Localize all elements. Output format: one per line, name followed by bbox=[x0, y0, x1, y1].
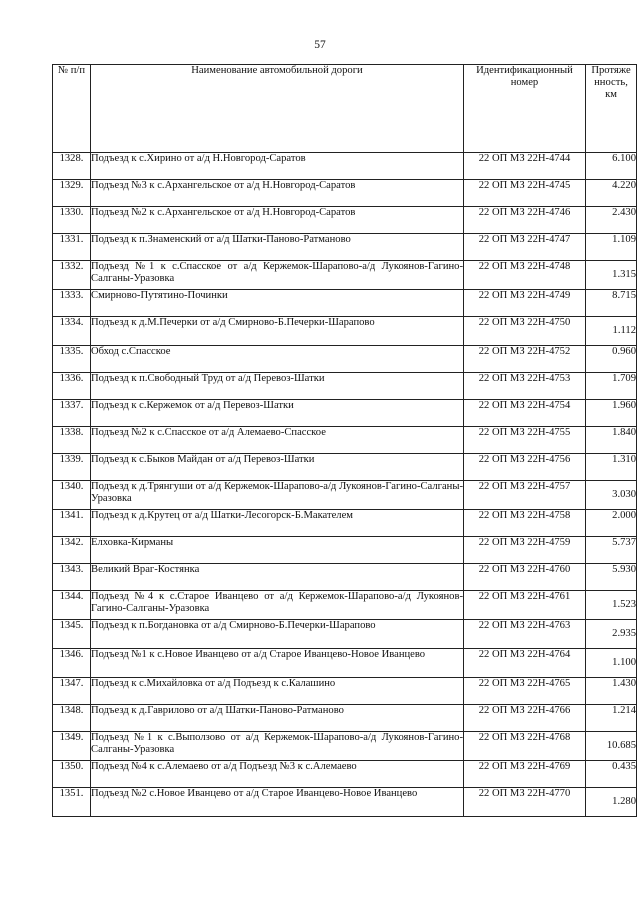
row-number: 1338. bbox=[53, 427, 91, 454]
table-row bbox=[53, 427, 637, 454]
row-number: 1337. bbox=[53, 400, 91, 427]
table-header bbox=[53, 65, 637, 153]
row-number: 1350. bbox=[53, 761, 91, 788]
row-number: 1339. bbox=[53, 454, 91, 481]
road-length: 1.310 bbox=[586, 454, 637, 481]
road-length: 1.960 bbox=[586, 400, 637, 427]
road-name: Подъезд №1 к с.Новое Иванцево от а/д Старое Иванцево-Новое Иванцево bbox=[91, 649, 464, 678]
road-length: 1.840 bbox=[586, 427, 637, 454]
road-id: 22 ОП МЗ 22Н-4746 bbox=[464, 207, 586, 234]
road-length: 6.100 bbox=[586, 153, 637, 180]
row-number: 1330. bbox=[53, 207, 91, 234]
header-road-name: Наименование автомобильной дороги bbox=[91, 65, 464, 153]
header-length: Протяже нность, км bbox=[586, 65, 637, 153]
row-number: 1349. bbox=[53, 732, 91, 761]
road-length: 3.030 bbox=[586, 481, 637, 510]
row-number: 1347. bbox=[53, 678, 91, 705]
road-length: 1.109 bbox=[586, 234, 637, 261]
row-number: 1340. bbox=[53, 481, 91, 510]
road-id: 22 ОП МЗ 22Н-4747 bbox=[464, 234, 586, 261]
road-id: 22 ОП МЗ 22Н-4766 bbox=[464, 705, 586, 732]
road-name: Подъезд к с.Кержемок от а/д Перевоз-Шатки bbox=[91, 400, 464, 427]
header-number: № п/п bbox=[53, 65, 91, 153]
road-length: 1.280 bbox=[586, 788, 637, 817]
road-id: 22 ОП МЗ 22Н-4745 bbox=[464, 180, 586, 207]
row-number: 1331. bbox=[53, 234, 91, 261]
row-number: 1343. bbox=[53, 564, 91, 591]
row-number: 1336. bbox=[53, 373, 91, 400]
road-length: 2.430 bbox=[586, 207, 637, 234]
table-row bbox=[53, 678, 637, 705]
road-id: 22 ОП МЗ 22Н-4754 bbox=[464, 400, 586, 427]
table-row bbox=[53, 564, 637, 591]
road-id: 22 ОП МЗ 22Н-4763 bbox=[464, 620, 586, 649]
table-row bbox=[53, 705, 637, 732]
road-length: 1.100 bbox=[586, 649, 637, 678]
row-number: 1346. bbox=[53, 649, 91, 678]
table-row bbox=[53, 510, 637, 537]
road-name: Елховка-Кирманы bbox=[91, 537, 464, 564]
table-row bbox=[53, 400, 637, 427]
road-name: Подъезд №1 к с.Спасское от а/д Кержемок-Шарапово-а/д Лукоянов-Гагино-Салганы-Уразовка bbox=[91, 261, 464, 290]
roads-table bbox=[52, 64, 637, 817]
road-name: Подъезд №2 к с.Архангельское от а/д Н.Новгород-Саратов bbox=[91, 207, 464, 234]
road-length: 1.315 bbox=[586, 261, 637, 290]
header-identification-number: Идентификационный номер bbox=[464, 65, 586, 153]
road-name: Подъезд к с.Михайловка от а/д Подъезд к с.Калашино bbox=[91, 678, 464, 705]
road-name: Подъезд №2 с.Новое Иванцево от а/д Старое Иванцево-Новое Иванцево bbox=[91, 788, 464, 817]
table-row bbox=[53, 317, 637, 346]
road-length: 2.935 bbox=[586, 620, 637, 649]
road-length: 1.214 bbox=[586, 705, 637, 732]
road-id: 22 ОП МЗ 22Н-4760 bbox=[464, 564, 586, 591]
road-name: Смирново-Путятино-Починки bbox=[91, 290, 464, 317]
road-name: Подъезд к д.Трянгуши от а/д Кержемок-Шарапово-а/д Лукоянов-Гагино-Салганы-Уразовка bbox=[91, 481, 464, 510]
road-id: 22 ОП МЗ 22Н-4744 bbox=[464, 153, 586, 180]
table-row bbox=[53, 261, 637, 290]
table-row bbox=[53, 180, 637, 207]
road-name: Подъезд к п.Свободный Труд от а/д Перевоз-Шатки bbox=[91, 373, 464, 400]
road-name: Подъезд №4 к с.Алемаево от а/д Подъезд №3 к с.Алемаево bbox=[91, 761, 464, 788]
road-length: 1.112 bbox=[586, 317, 637, 346]
road-name: Подъезд №2 к с.Спасское от а/д Алемаево-Спасское bbox=[91, 427, 464, 454]
table-body bbox=[53, 153, 637, 817]
road-name: Подъезд к п.Знаменский от а/д Шатки-Паново-Ратманово bbox=[91, 234, 464, 261]
row-number: 1334. bbox=[53, 317, 91, 346]
table-row bbox=[53, 234, 637, 261]
table-row bbox=[53, 591, 637, 620]
road-length: 2.000 bbox=[586, 510, 637, 537]
page-number: 57 bbox=[314, 39, 326, 51]
row-number: 1332. bbox=[53, 261, 91, 290]
table-row bbox=[53, 649, 637, 678]
road-name: Обход с.Спасское bbox=[91, 346, 464, 373]
road-id: 22 ОП МЗ 22Н-4765 bbox=[464, 678, 586, 705]
road-id: 22 ОП МЗ 22Н-4759 bbox=[464, 537, 586, 564]
road-name: Подъезд к д.Крутец от а/д Шатки-Лесогорск-Б.Макателем bbox=[91, 510, 464, 537]
row-number: 1345. bbox=[53, 620, 91, 649]
road-length: 10.685 bbox=[586, 732, 637, 761]
road-id: 22 ОП МЗ 22Н-4753 bbox=[464, 373, 586, 400]
road-length: 0.960 bbox=[586, 346, 637, 373]
road-name: Великий Враг-Костянка bbox=[91, 564, 464, 591]
road-name: Подъезд к д.Гаврилово от а/д Шатки-Паново-Ратманово bbox=[91, 705, 464, 732]
table-row bbox=[53, 788, 637, 817]
road-length: 1.709 bbox=[586, 373, 637, 400]
road-name: Подъезд к д.М.Печерки от а/д Смирново-Б.Печерки-Шарапово bbox=[91, 317, 464, 346]
row-number: 1344. bbox=[53, 591, 91, 620]
row-number: 1351. bbox=[53, 788, 91, 817]
road-length: 8.715 bbox=[586, 290, 637, 317]
road-name: Подъезд №3 к с.Архангельское от а/д Н.Новгород-Саратов bbox=[91, 180, 464, 207]
row-number: 1333. bbox=[53, 290, 91, 317]
row-number: 1341. bbox=[53, 510, 91, 537]
table-row bbox=[53, 537, 637, 564]
road-name: Подъезд №1 к с.Выползово от а/д Кержемок-Шарапово-а/д Лукоянов-Гагино-Салганы-Уразовка bbox=[91, 732, 464, 761]
road-name: Подъезд к с.Быков Майдан от а/д Перевоз-Шатки bbox=[91, 454, 464, 481]
table-row bbox=[53, 373, 637, 400]
road-length: 5.930 bbox=[586, 564, 637, 591]
road-id: 22 ОП МЗ 22Н-4749 bbox=[464, 290, 586, 317]
table-row bbox=[53, 290, 637, 317]
road-id: 22 ОП МЗ 22Н-4758 bbox=[464, 510, 586, 537]
road-id: 22 ОП МЗ 22Н-4769 bbox=[464, 761, 586, 788]
road-name: Подъезд к с.Хирино от а/д Н.Новгород-Саратов bbox=[91, 153, 464, 180]
table-row bbox=[53, 761, 637, 788]
road-id: 22 ОП МЗ 22Н-4756 bbox=[464, 454, 586, 481]
row-number: 1335. bbox=[53, 346, 91, 373]
table-row bbox=[53, 481, 637, 510]
row-number: 1342. bbox=[53, 537, 91, 564]
road-id: 22 ОП МЗ 22Н-4761 bbox=[464, 591, 586, 620]
road-id: 22 ОП МЗ 22Н-4752 bbox=[464, 346, 586, 373]
road-id: 22 ОП МЗ 22Н-4770 bbox=[464, 788, 586, 817]
road-length: 4.220 bbox=[586, 180, 637, 207]
road-length: 1.430 bbox=[586, 678, 637, 705]
road-length: 1.523 bbox=[586, 591, 637, 620]
road-length: 0.435 bbox=[586, 761, 637, 788]
table-row bbox=[53, 153, 637, 180]
road-name: Подъезд №4 к с.Старое Иванцево от а/д Кержемок-Шарапово-а/д Лукоянов-Гагино-Салганы-Уразовка bbox=[91, 591, 464, 620]
road-id: 22 ОП МЗ 22Н-4755 bbox=[464, 427, 586, 454]
table-row bbox=[53, 346, 637, 373]
row-number: 1328. bbox=[53, 153, 91, 180]
table-row bbox=[53, 620, 637, 649]
road-id: 22 ОП МЗ 22Н-4757 bbox=[464, 481, 586, 510]
road-id: 22 ОП МЗ 22Н-4750 bbox=[464, 317, 586, 346]
table-row bbox=[53, 207, 637, 234]
road-id: 22 ОП МЗ 22Н-4748 bbox=[464, 261, 586, 290]
row-number: 1348. bbox=[53, 705, 91, 732]
road-name: Подъезд к п.Богдановка от а/д Смирново-Б.Печерки-Шарапово bbox=[91, 620, 464, 649]
table-row bbox=[53, 454, 637, 481]
road-id: 22 ОП МЗ 22Н-4768 bbox=[464, 732, 586, 761]
road-id: 22 ОП МЗ 22Н-4764 bbox=[464, 649, 586, 678]
row-number: 1329. bbox=[53, 180, 91, 207]
road-length: 5.737 bbox=[586, 537, 637, 564]
table-row bbox=[53, 732, 637, 761]
